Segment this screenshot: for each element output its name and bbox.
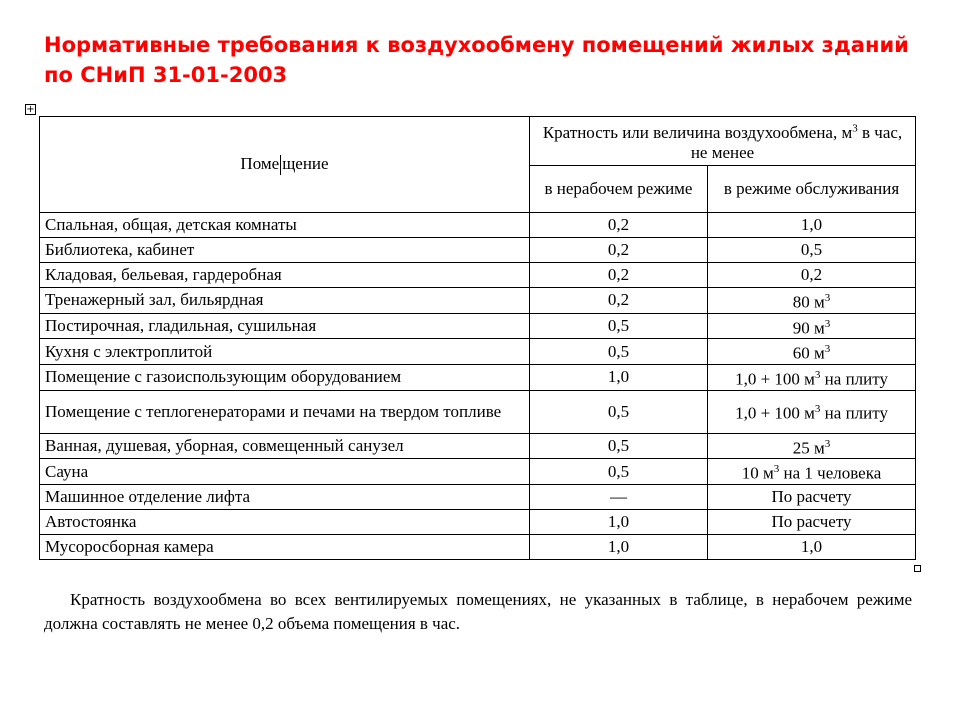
cell-room: Библиотека, кабинет: [40, 238, 530, 263]
cell-nonworking: 0,5: [530, 313, 708, 339]
header-group-text: Кратность или величина воздухообмена, $м^3$ в час, не менее: [542, 122, 903, 163]
cell-nonworking: 0,2: [530, 238, 708, 263]
cell-room: Ванная, душевая, уборная, совмещенный санузел: [40, 433, 530, 459]
cell-nonworking: 0,5: [530, 390, 708, 433]
table-move-handle-icon[interactable]: +: [26, 104, 35, 115]
cell-service: 90 $м^3$: [708, 313, 916, 339]
cell-room: Постирочная, гладильная, сушильная: [40, 313, 530, 339]
cell-service: По расчету: [708, 484, 916, 509]
cell-room: Тренажерный зал, бильярдная: [40, 288, 530, 314]
cell-room: Машинное отделение лифта: [40, 484, 530, 509]
cell-service: 1,0: [708, 534, 916, 559]
cell-service: 60 $м^3$: [708, 339, 916, 365]
table-row: [40, 390, 916, 433]
page-title: Нормативные требования к воздухообмену помещений жилых зданий по СНиП 31-01-2003: [44, 33, 909, 87]
cell-nonworking: 0,5: [530, 339, 708, 365]
cell-room: Кухня с электроплитой: [40, 339, 530, 365]
footnote-paragraph: Кратность воздухообмена во всех вентилируемых помещениях, не указанных в таблице, в нерабочем режиме должна составлять не менее 0,2 объема помещения в час.: [44, 590, 912, 633]
table-row: [40, 484, 916, 509]
table-row: [40, 433, 916, 459]
header-nonworking: в нерабочем режиме: [530, 166, 708, 213]
cell-service: По расчету: [708, 509, 916, 534]
cell-service: 0,2: [708, 263, 916, 288]
cell-room: Помещение с теплогенераторами и печами на твердом топливе: [40, 390, 530, 433]
header-service: в режиме обслуживания: [708, 166, 916, 213]
cell-nonworking: 1,0: [530, 364, 708, 390]
cell-service: 0,5: [708, 238, 916, 263]
table-row: [40, 509, 916, 534]
cell-room: Сауна: [40, 459, 530, 485]
cell-service: 10 $м^3$ на 1 человека: [708, 459, 916, 485]
table-row: [40, 313, 916, 339]
table-row: [40, 213, 916, 238]
cell-nonworking: 1,0: [530, 534, 708, 559]
cell-room: Спальная, общая, детская комнаты: [40, 213, 530, 238]
table-row: [40, 263, 916, 288]
header-room: [40, 117, 530, 213]
table-row: [40, 238, 916, 263]
cell-nonworking: 0,2: [530, 263, 708, 288]
cell-nonworking: —: [530, 484, 708, 509]
cell-service: 1,0: [708, 213, 916, 238]
table-resize-handle-icon[interactable]: [914, 565, 921, 572]
cell-service: 1,0 + 100 $м^3$ на плиту: [708, 364, 916, 390]
cell-room: Помещение с газоиспользующим оборудованием: [40, 364, 530, 390]
ventilation-table: [39, 116, 916, 560]
cell-room: Автостоянка: [40, 509, 530, 534]
cell-nonworking: 0,2: [530, 213, 708, 238]
table-row: [40, 288, 916, 314]
cell-service: 1,0 + 100 $м^3$ на плиту: [708, 390, 916, 433]
table-row: [40, 534, 916, 559]
cell-service: 25 $м^3$: [708, 433, 916, 459]
cell-service: 80 $м^3$: [708, 288, 916, 314]
cell-nonworking: 0,2: [530, 288, 708, 314]
table-row: [40, 339, 916, 365]
header-room-text: Поме щение: [240, 154, 328, 173]
cell-room: Кладовая, бельевая, гардеробная: [40, 263, 530, 288]
table-row: [40, 459, 916, 485]
table-row: [40, 364, 916, 390]
cell-room: Мусоросборная камера: [40, 534, 530, 559]
cell-nonworking: 0,5: [530, 459, 708, 485]
header-group: [530, 117, 916, 166]
cell-nonworking: 0,5: [530, 433, 708, 459]
text-cursor: [280, 155, 281, 175]
cell-nonworking: 1,0: [530, 509, 708, 534]
